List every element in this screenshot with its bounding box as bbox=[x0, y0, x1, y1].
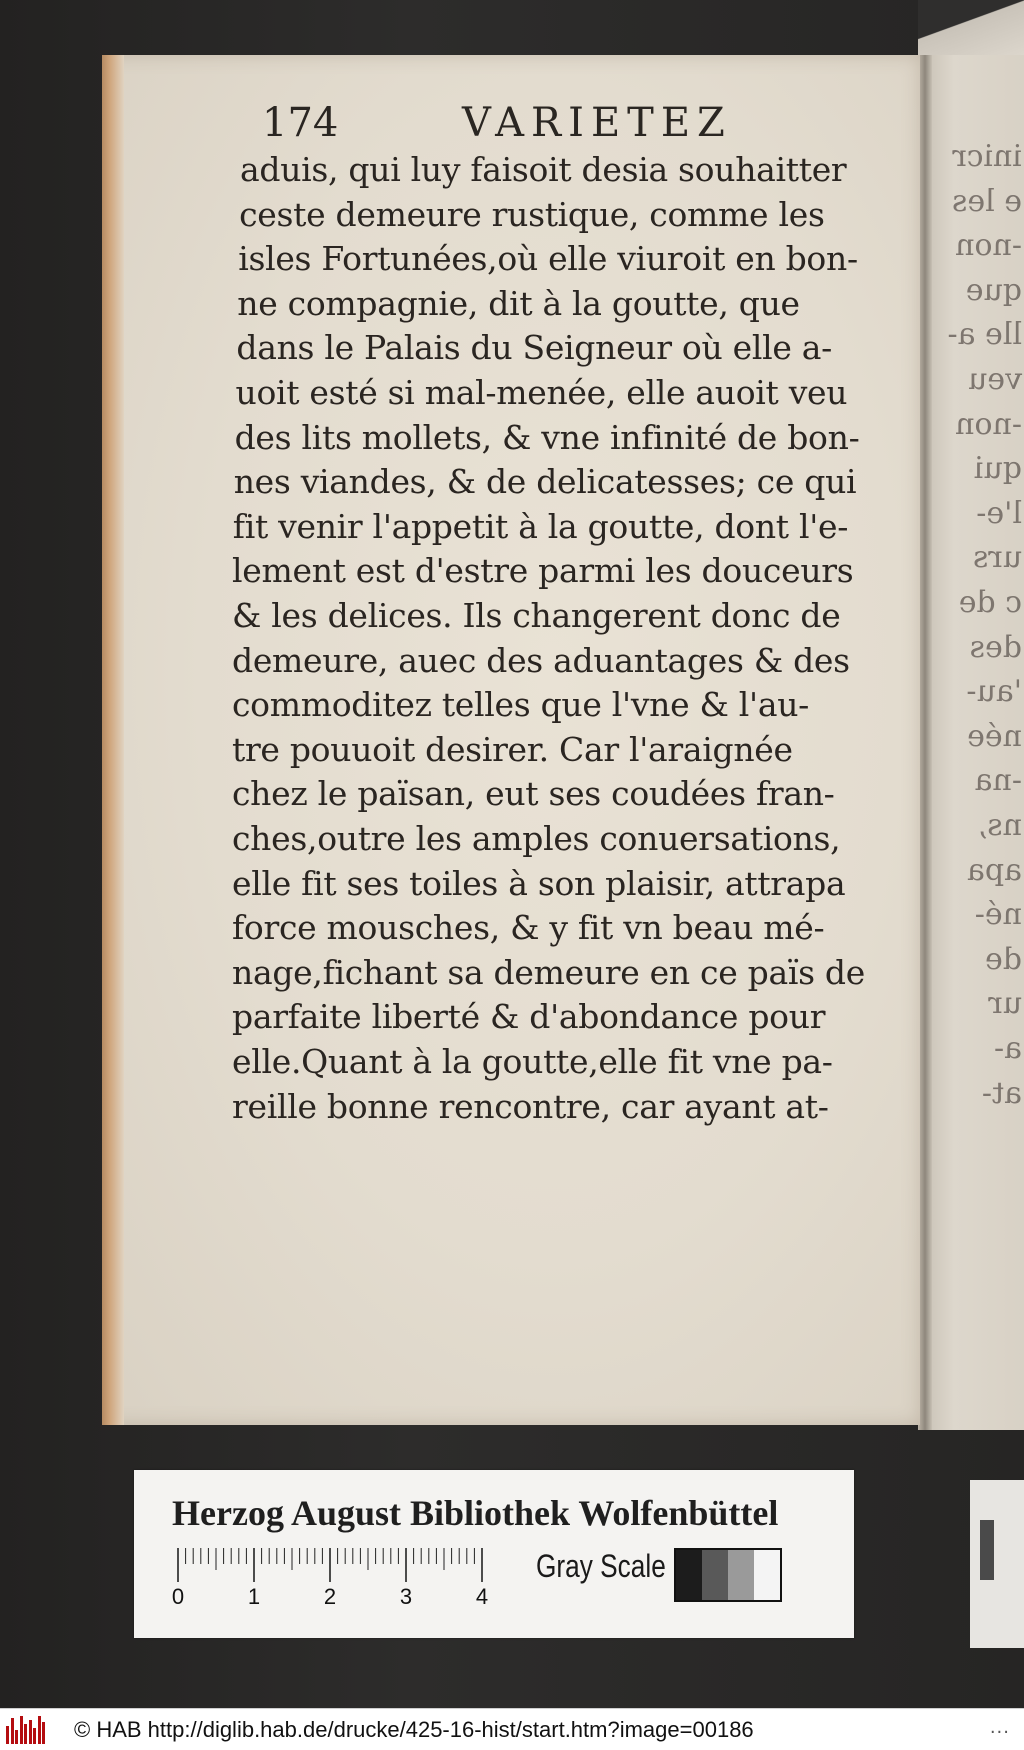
text-line: ne compagnie, dit à la goutte, que bbox=[237, 283, 800, 323]
text-line: demeure, auec des aduantages & des bbox=[232, 640, 850, 680]
text-line: isles Fortunées,où elle viuroit en bon- bbox=[238, 239, 858, 279]
ruler bbox=[171, 1548, 524, 1609]
more-icon[interactable]: ... bbox=[989, 1717, 1010, 1738]
text-line: fit venir l'appetit à la goutte, dont l'e- bbox=[232, 506, 849, 546]
color-scale-card bbox=[134, 1470, 854, 1638]
hab-logo-icon bbox=[6, 1716, 48, 1744]
next-page-fragment: que bbox=[965, 272, 1022, 308]
next-page-corner bbox=[918, 0, 1024, 58]
gray-swatch bbox=[676, 1550, 702, 1600]
next-page-fragment: -non bbox=[955, 406, 1022, 442]
text-line: des lits mollets, & vne infinité de bon- bbox=[234, 417, 860, 457]
logo-bar bbox=[15, 1730, 18, 1744]
next-page-fragment: ur bbox=[988, 986, 1022, 1022]
ruler-label: 1 bbox=[247, 1584, 261, 1609]
next-page-fragment: -na bbox=[974, 763, 1022, 799]
text-line: chez le païsan, eut ses coudées fran- bbox=[232, 774, 835, 814]
text-line: ceste demeure rustique, comme les bbox=[239, 194, 825, 234]
text-line: parfaite liberté & d'abondance pour bbox=[232, 997, 826, 1037]
gray-swatch bbox=[702, 1550, 728, 1600]
next-page-fragment: née bbox=[967, 718, 1022, 754]
page-number: 174 bbox=[262, 100, 339, 146]
gray-scale-label: Gray Scale bbox=[536, 1548, 666, 1584]
logo-bar bbox=[33, 1728, 36, 1744]
running-title: VARIETEZ bbox=[462, 100, 732, 146]
next-page-fragment: ns, bbox=[977, 808, 1022, 843]
ruler-label: 3 bbox=[399, 1584, 413, 1609]
text-line: aduis, qui luy faisoit desia souhaitter bbox=[240, 150, 847, 189]
next-page-fragment: -non bbox=[955, 228, 1022, 264]
logo-bar bbox=[6, 1726, 9, 1744]
next-page-fragment: e les bbox=[951, 183, 1022, 219]
text-line: nes viandes, & de delicatesses; ce qui bbox=[233, 462, 857, 502]
next-page-fragment: apa bbox=[967, 852, 1022, 888]
next-page-fragment: 'au- bbox=[966, 674, 1022, 710]
next-page-fragment: lle a- bbox=[947, 317, 1022, 353]
text-line: & les delices. Ils changerent donc de bbox=[232, 596, 841, 635]
next-page-fragment: at- bbox=[981, 1075, 1022, 1111]
logo-bar bbox=[38, 1716, 41, 1744]
text-line: lement est d'estre parmi les douceurs bbox=[232, 551, 854, 591]
logo-bar bbox=[11, 1718, 14, 1744]
logo-bar bbox=[20, 1716, 23, 1744]
side-card-mark bbox=[980, 1520, 994, 1580]
ruler-label: 4 bbox=[475, 1584, 489, 1609]
ruler-label: 0 bbox=[171, 1584, 185, 1609]
next-page-fragment: veu bbox=[967, 362, 1022, 397]
footer-bar bbox=[0, 1708, 1024, 1750]
next-page-fragment: des bbox=[969, 629, 1022, 665]
text-line: ches,outre les amples conuersations, bbox=[232, 819, 841, 858]
logo-bar bbox=[29, 1720, 32, 1744]
book-gutter bbox=[918, 55, 932, 1430]
logo-bar bbox=[42, 1722, 45, 1744]
gray-swatch bbox=[728, 1550, 754, 1600]
text-line: commoditez telles que l'vne & l'au- bbox=[232, 685, 810, 725]
gray-scale-swatches bbox=[674, 1548, 782, 1602]
text-line: force mousches, & y fit vn beau mé- bbox=[232, 908, 825, 948]
text-line: tre pouuoit desirer. Car l'araignée bbox=[232, 729, 793, 769]
text-line: elle fit ses toiles à son plaisir, attrapa bbox=[232, 863, 846, 903]
next-page-fragment: urs bbox=[972, 540, 1022, 576]
side-card bbox=[970, 1480, 1024, 1648]
gray-swatch bbox=[754, 1550, 780, 1600]
next-page-fragment: né- bbox=[974, 897, 1022, 933]
next-page-fragment: c de bbox=[958, 585, 1022, 620]
copyright-link[interactable]: © HAB http://diglib.hab.de/drucke/425-16-hist/start.htm?image=00186 bbox=[74, 1716, 754, 1742]
logo-bar bbox=[24, 1724, 27, 1744]
next-page-bleed bbox=[924, 55, 1024, 1430]
text-line: dans le Palais du Seigneur où elle a- bbox=[236, 328, 833, 368]
next-page-fragment: qui bbox=[973, 451, 1022, 487]
text-line: elle.Quant à la goutte,elle fit vne pa- bbox=[232, 1042, 833, 1081]
library-name: Herzog August Bibliothek Wolfenbüttel bbox=[172, 1493, 779, 1533]
text-line: uoit esté si mal-menée, elle auoit veu bbox=[235, 373, 848, 412]
next-page-fragment: inicr bbox=[952, 139, 1022, 174]
next-page-fragment: a- bbox=[993, 1031, 1022, 1066]
ruler-label: 2 bbox=[323, 1584, 337, 1609]
text-line: nage,fichant sa demeure en ce païs de bbox=[232, 952, 865, 992]
next-page-fragment: l'e- bbox=[976, 495, 1022, 531]
text-line: reille bonne rencontre, car ayant at- bbox=[232, 1086, 829, 1126]
next-page-fragment: de bbox=[985, 941, 1022, 977]
running-head bbox=[262, 100, 732, 146]
page-edge bbox=[102, 55, 124, 1425]
